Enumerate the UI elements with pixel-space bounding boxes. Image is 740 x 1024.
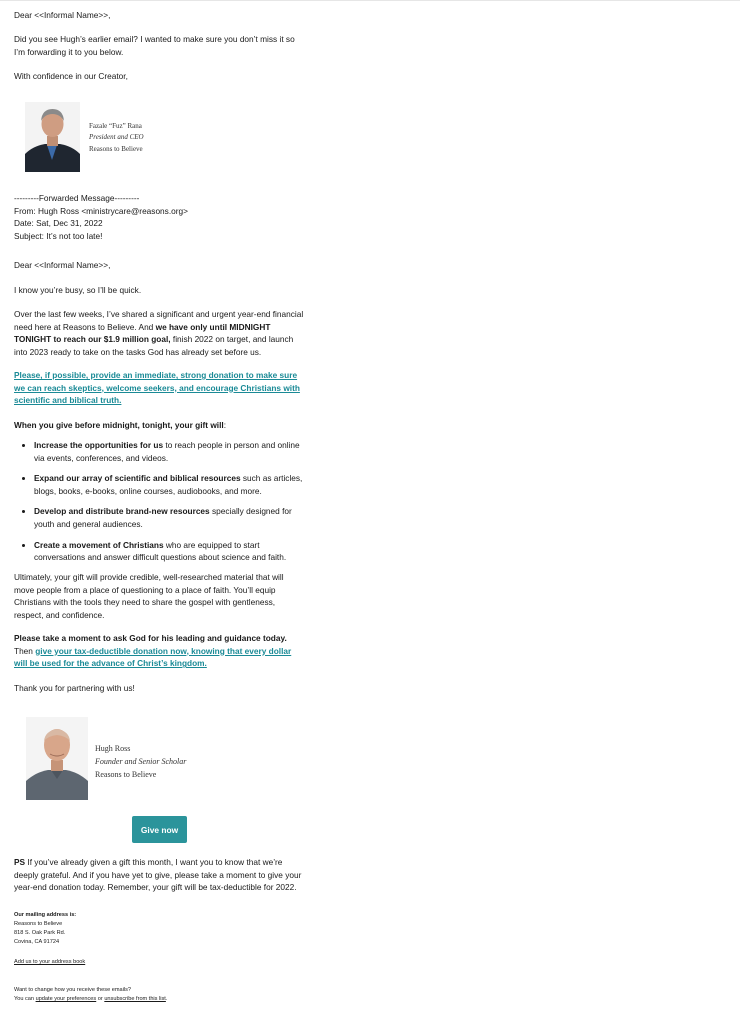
prayer-then: Then [14, 645, 36, 656]
give-link[interactable]: give your tax-deductible donation now, knowing that every dollar will be used for the advance of Christ’s kingdom. [14, 645, 292, 669]
busy-line: I know you’re busy, so I’ll be quick. [14, 285, 142, 295]
para1-bold: we have only until MIDNIGHT TONIGHT to reach our $1.9 million goal, [14, 321, 271, 345]
forward-from: From: Hugh Ross <ministrycare@reasons.org> [14, 205, 188, 216]
donate-link[interactable]: Please, if possible, provide an immediate, strong donation to make sure we can reach skeptics, welcome seekers, and encourage Christians with scientific and biblical truth. [14, 370, 300, 406]
gift-intro-colon: : [223, 420, 227, 430]
urgent-paragraph [14, 308, 306, 358]
mailing-label: Our mailing address is: [14, 912, 77, 918]
unsubscribe-link[interactable]: unsubscribe from this list [104, 996, 166, 1002]
greeting-second: Dear <<Informal Name>>, [14, 260, 111, 270]
top-divider [0, 0, 740, 1]
para1-end: finish 2022 on target, and launch into 2023 ready to take on the tasks God has already set before us. [14, 334, 294, 357]
mailing-street: 818 S. Oak Park Rd. [14, 930, 66, 936]
gift-intro-text: When you give before midnight, tonight, your gift will [14, 420, 224, 430]
closing-line: With confidence in our Creator, [14, 71, 128, 81]
para1-start: Over the last few weeks, I’ve shared a significant and urgent year-end financial need here at Reasons to Believe. And [14, 309, 304, 332]
gift-item-text: who are equipped to start conversations and answer difficult questions about science and faith. [34, 539, 287, 563]
ps-text: If you’ve already given a gift this month, I want you to know that we’re deeply grateful. And if you have yet to give, please take a moment to give your year-end donation today. Remember, your gift will be tax-deductible for 2022. [14, 857, 302, 893]
update-preferences-link[interactable]: update your preferences [35, 996, 97, 1002]
preferences-line [14, 995, 306, 1004]
mailing-org: Reasons to Believe [14, 921, 63, 927]
hugh-ross-photo [26, 717, 88, 800]
mailing-address [14, 911, 306, 947]
forward-date: Date: Sat, Dec 31, 2022 [14, 218, 103, 229]
ultimately-paragraph: Ultimately, your gift will provide credible, well-researched material that will move people from a place of questioning to a place of faith. You’ll equip Christians with the tools they need to share the gospel with gentleness, respect, and confidence. [14, 572, 284, 620]
gift-item-text: to reach people in person and online via events, conferences, and videos. [34, 440, 300, 463]
sig2-title: Founder and Senior Scholar [95, 757, 187, 766]
gift-item-text: specially designed for youth and general audiences. [34, 506, 292, 529]
fazale-rana-photo [25, 102, 80, 172]
mailing-city: Covina, CA 91724 [14, 939, 60, 945]
ps-label: PS [14, 857, 26, 867]
gift-item-bold: Develop and distribute brand-new resources [34, 506, 210, 517]
sig1-title: President and CEO [89, 133, 144, 142]
you-can-text: You can [14, 996, 36, 1002]
period-text: . [165, 996, 168, 1002]
prayer-paragraph [14, 632, 306, 670]
sig1-org: Reasons to Believe [89, 144, 143, 153]
give-now-button[interactable]: Give now [132, 816, 187, 843]
gift-item-bold: Create a movement of Christians [34, 539, 164, 550]
gift-item-bold: Expand our array of scientific and biblical resources [34, 473, 241, 484]
signature-fazale [89, 121, 144, 155]
gift-intro [14, 419, 306, 432]
prayer-bold: Please take a moment to ask God for his leading and guidance today. [14, 633, 287, 643]
ps-paragraph [14, 856, 306, 894]
gift-item [34, 472, 306, 497]
forward-subject: Subject: It’s not too late! [14, 230, 103, 241]
thanks-line: Thank you for partnering with us! [14, 683, 135, 693]
email-preferences [14, 986, 306, 1004]
gift-item [34, 505, 306, 530]
or-text: or [96, 996, 105, 1002]
greeting-first: Dear <<Informal Name>>, [14, 10, 111, 20]
add-address-book-link[interactable]: Add us to your address book [14, 959, 86, 965]
gift-item [34, 539, 306, 564]
intro-paragraph: Did you see Hugh’s earlier email? I wanted to make sure you don’t miss it so I’m forwarding it to you below. [14, 34, 295, 57]
sig2-name: Hugh Ross [95, 744, 131, 753]
forwarded-header [14, 192, 306, 242]
forward-divider: ---------Forwarded Message--------- [14, 193, 140, 203]
gift-item-bold: Increase the opportunities for us [34, 440, 164, 450]
gift-list [14, 439, 306, 572]
signature-hugh [95, 742, 186, 781]
gift-item-text: such as articles, blogs, books, e-books, online courses, audiobooks, and more. [34, 473, 303, 496]
change-question: Want to change how you receive these emails? [14, 987, 132, 993]
sig2-org: Reasons to Believe [95, 770, 157, 779]
sig1-name: Fazale “Fuz” Rana [89, 122, 142, 130]
address-book-paragraph [14, 958, 306, 967]
donate-link-paragraph [14, 369, 306, 407]
gift-item [34, 439, 306, 464]
